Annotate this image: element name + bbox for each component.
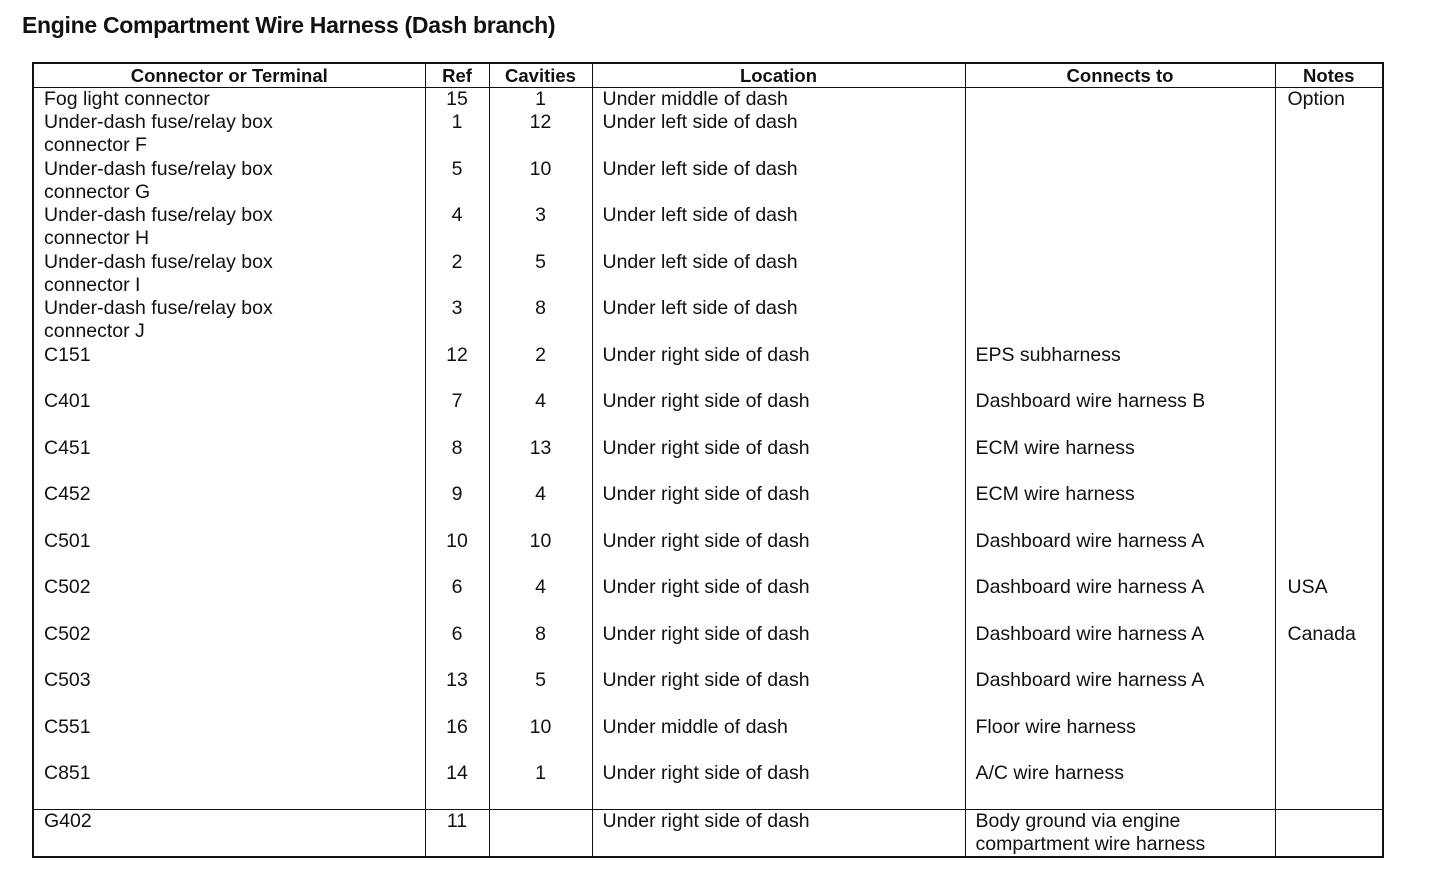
notes-cell	[1275, 716, 1383, 763]
ref-cell: 4	[425, 204, 489, 251]
location-cell: Under right side of dash	[592, 762, 965, 809]
cavities-cell: 13	[489, 437, 592, 484]
column-header-location: Location	[592, 63, 965, 88]
table-row	[33, 390, 1383, 437]
location-cell: Under left side of dash	[592, 158, 965, 205]
table-row	[33, 204, 1383, 251]
location-cell: Under left side of dash	[592, 297, 965, 344]
page-title: Engine Compartment Wire Harness (Dash branch)	[22, 12, 556, 38]
connector-cell: C401	[44, 390, 91, 412]
cavities-cell: 8	[489, 297, 592, 344]
connector-cell: C503	[44, 669, 91, 691]
connects-to-cell: Floor wire harness	[965, 716, 1275, 763]
table-row	[33, 762, 1383, 809]
location-cell: Under right side of dash	[592, 530, 965, 577]
table-row	[33, 576, 1383, 623]
cavities-cell: 10	[489, 158, 592, 205]
connects-to-cell: Dashboard wire harness A	[965, 669, 1275, 716]
connector-cell: Under-dash fuse/relay box connector I	[44, 250, 273, 296]
ref-cell: 6	[425, 576, 489, 623]
connects-to-cell	[965, 88, 1275, 112]
connects-to-cell: Dashboard wire harness A	[965, 576, 1275, 623]
cavities-cell: 1	[489, 88, 592, 112]
ref-cell: 11	[425, 809, 489, 857]
table-row	[33, 437, 1383, 484]
ref-cell: 16	[425, 716, 489, 763]
notes-cell	[1275, 437, 1383, 484]
ref-cell: 8	[425, 437, 489, 484]
connects-to-cell: Dashboard wire harness A	[965, 530, 1275, 577]
table-row	[33, 669, 1383, 716]
cavities-cell: 5	[489, 669, 592, 716]
cavities-cell: 3	[489, 204, 592, 251]
connector-cell: Fog light connector	[44, 88, 210, 110]
cavities-cell: 4	[489, 576, 592, 623]
connector-cell: C501	[44, 529, 91, 552]
connects-to-cell	[965, 251, 1275, 298]
ref-cell: 9	[425, 483, 489, 530]
column-header-cavities: Cavities	[489, 63, 592, 88]
notes-cell	[1275, 762, 1383, 809]
location-cell: Under middle of dash	[592, 88, 965, 112]
ref-cell: 7	[425, 390, 489, 437]
cavities-cell: 4	[489, 483, 592, 530]
connects-to-cell: ECM wire harness	[965, 483, 1275, 530]
location-cell: Under right side of dash	[592, 669, 965, 716]
cavities-cell: 2	[489, 344, 592, 391]
column-header-connects-to: Connects to	[965, 63, 1275, 88]
table-row	[33, 483, 1383, 530]
notes-cell	[1275, 390, 1383, 437]
location-cell: Under middle of dash	[592, 716, 965, 763]
connector-cell: Under-dash fuse/relay box connector H	[44, 204, 273, 249]
connector-cell: C452	[44, 483, 91, 505]
connects-to-cell: Body ground via engine compartment wire harness	[965, 809, 1275, 857]
notes-cell	[1275, 111, 1383, 158]
connector-cell: C502	[44, 622, 91, 645]
notes-cell	[1275, 251, 1383, 298]
notes-cell	[1275, 204, 1383, 251]
table-row	[33, 158, 1383, 205]
connector-cell: Under-dash fuse/relay box connector G	[44, 157, 273, 203]
location-cell: Under right side of dash	[592, 344, 965, 391]
ref-cell: 1	[425, 111, 489, 158]
table-row	[33, 623, 1383, 670]
connector-cell: C851	[44, 762, 91, 784]
connector-cell: Under-dash fuse/relay box connector F	[44, 111, 273, 156]
notes-cell	[1275, 483, 1383, 530]
ref-cell: 3	[425, 297, 489, 344]
ref-cell: 6	[425, 623, 489, 670]
cavities-cell	[489, 809, 592, 857]
notes-cell: Option	[1275, 88, 1383, 112]
cavities-cell: 12	[489, 111, 592, 158]
connector-cell: C451	[44, 436, 91, 459]
location-cell: Under right side of dash	[592, 576, 965, 623]
connects-to-cell: EPS subharness	[965, 344, 1275, 391]
table-row	[33, 251, 1383, 298]
ref-cell: 12	[425, 344, 489, 391]
notes-cell	[1275, 158, 1383, 205]
column-header-connector: Connector or Terminal	[33, 63, 425, 88]
location-cell: Under right side of dash	[592, 483, 965, 530]
notes-cell: USA	[1275, 576, 1383, 623]
connects-to-cell: A/C wire harness	[965, 762, 1275, 809]
location-cell: Under right side of dash	[592, 437, 965, 484]
table-row	[33, 716, 1383, 763]
ref-cell: 14	[425, 762, 489, 809]
ref-cell: 5	[425, 158, 489, 205]
cavities-cell: 4	[489, 390, 592, 437]
connects-to-cell	[965, 111, 1275, 158]
location-cell: Under left side of dash	[592, 251, 965, 298]
cavities-cell: 10	[489, 716, 592, 763]
location-cell: Under right side of dash	[592, 809, 965, 857]
connects-to-cell	[965, 158, 1275, 205]
notes-cell: Canada	[1275, 623, 1383, 670]
table-row	[33, 88, 1383, 112]
ref-cell: 13	[425, 669, 489, 716]
connects-to-cell: Dashboard wire harness B	[965, 390, 1275, 437]
cavities-cell: 5	[489, 251, 592, 298]
table-row	[33, 297, 1383, 344]
connector-cell: C151	[44, 343, 91, 366]
ref-cell: 10	[425, 530, 489, 577]
table-row	[33, 809, 1383, 857]
notes-cell	[1275, 669, 1383, 716]
ref-cell: 2	[425, 251, 489, 298]
connector-cell: Under-dash fuse/relay box connector J	[44, 297, 273, 342]
table-row	[33, 111, 1383, 158]
location-cell: Under right side of dash	[592, 390, 965, 437]
ref-cell: 15	[425, 88, 489, 112]
connects-to-cell: ECM wire harness	[965, 437, 1275, 484]
column-header-notes: Notes	[1275, 63, 1383, 88]
notes-cell	[1275, 344, 1383, 391]
connects-to-cell: Dashboard wire harness A	[965, 623, 1275, 670]
cavities-cell: 8	[489, 623, 592, 670]
location-cell: Under left side of dash	[592, 204, 965, 251]
connects-to-cell	[965, 204, 1275, 251]
table-header-row	[33, 63, 1383, 88]
harness-table	[32, 62, 1384, 858]
connector-cell: G402	[33, 809, 425, 857]
location-cell: Under right side of dash	[592, 623, 965, 670]
location-cell: Under left side of dash	[592, 111, 965, 158]
notes-cell	[1275, 530, 1383, 577]
table-row	[33, 344, 1383, 391]
column-header-ref: Ref	[425, 63, 489, 88]
notes-cell	[1275, 297, 1383, 344]
connector-cell: C551	[44, 715, 91, 738]
notes-cell	[1275, 809, 1383, 857]
cavities-cell: 1	[489, 762, 592, 809]
connector-cell: C502	[44, 576, 91, 598]
table-row	[33, 530, 1383, 577]
cavities-cell: 10	[489, 530, 592, 577]
connects-to-cell	[965, 297, 1275, 344]
